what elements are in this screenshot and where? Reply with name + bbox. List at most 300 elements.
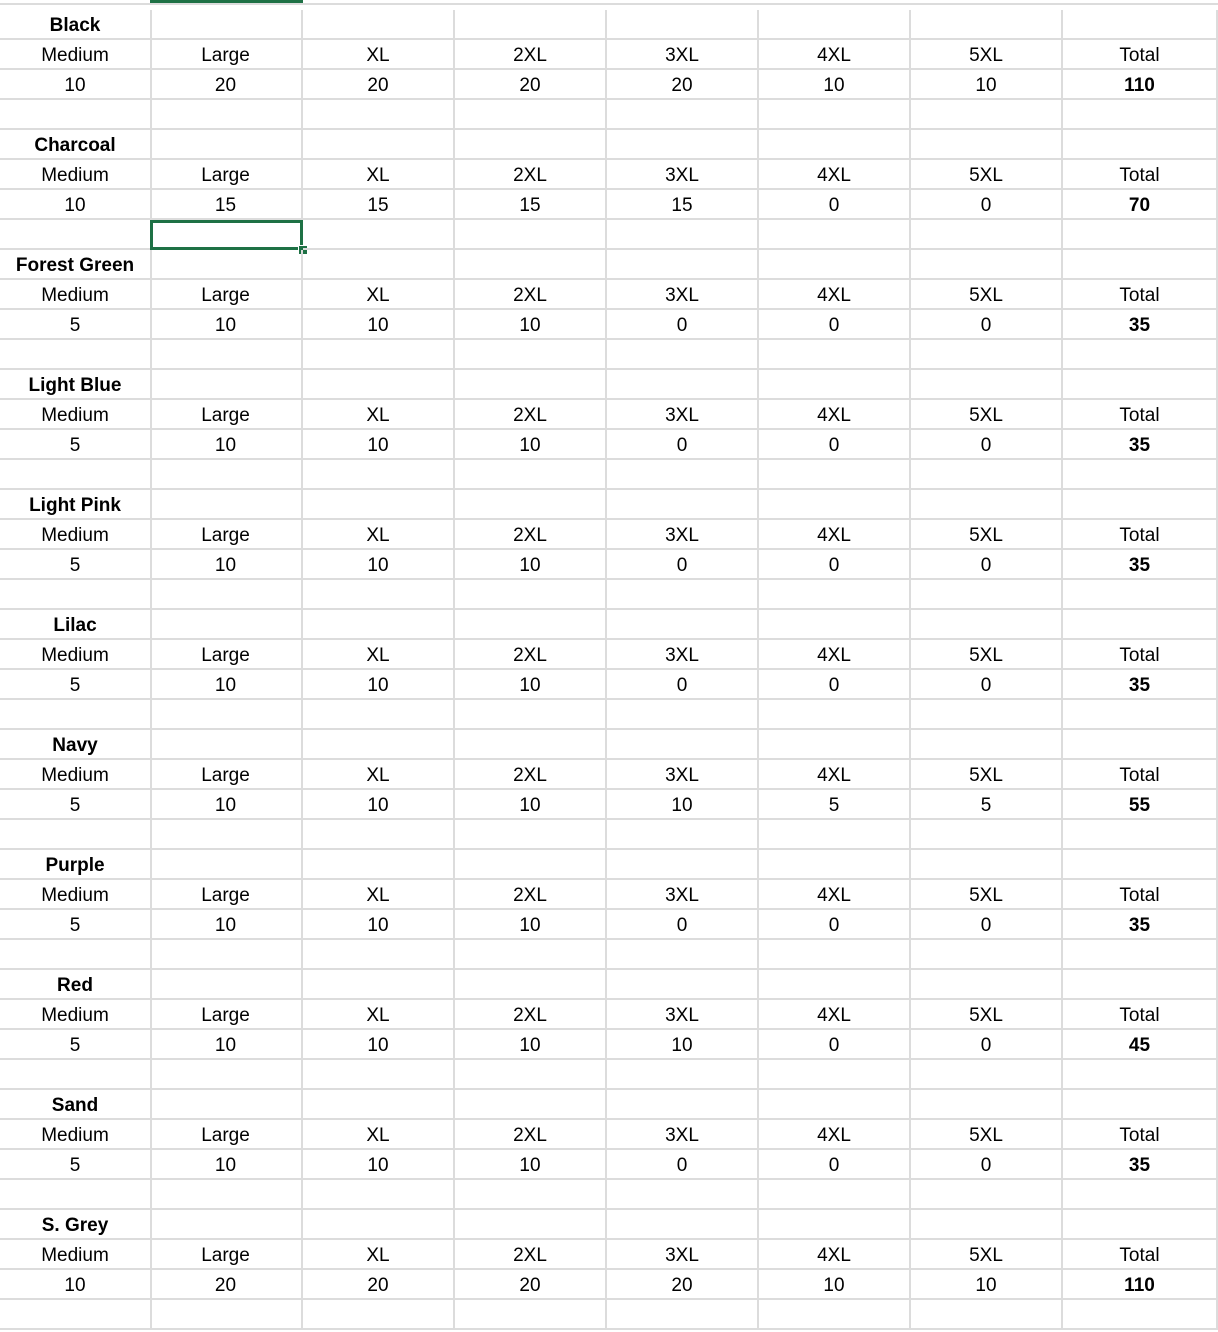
size-label-cell[interactable]: 5XL bbox=[911, 400, 1063, 430]
color-name-cell[interactable]: Black bbox=[0, 10, 152, 40]
size-label-cell[interactable]: 2XL bbox=[455, 520, 607, 550]
size-label-cell[interactable]: XL bbox=[303, 160, 455, 190]
empty-cell[interactable] bbox=[455, 340, 607, 370]
empty-cell[interactable] bbox=[607, 940, 759, 970]
size-label-cell[interactable]: 3XL bbox=[607, 1000, 759, 1030]
size-label-cell[interactable]: Medium bbox=[0, 160, 152, 190]
empty-cell[interactable] bbox=[303, 580, 455, 610]
size-label-cell[interactable]: Medium bbox=[0, 400, 152, 430]
total-label-cell[interactable]: Total bbox=[1063, 280, 1218, 310]
empty-cell[interactable] bbox=[911, 850, 1063, 880]
color-name-cell[interactable]: Lilac bbox=[0, 610, 152, 640]
size-label-cell[interactable]: XL bbox=[303, 40, 455, 70]
total-value-cell[interactable]: 35 bbox=[1063, 310, 1218, 340]
quantity-cell[interactable]: 5 bbox=[0, 910, 152, 940]
empty-cell[interactable] bbox=[1063, 1300, 1218, 1330]
empty-cell[interactable] bbox=[455, 460, 607, 490]
empty-cell[interactable] bbox=[455, 100, 607, 130]
size-label-cell[interactable]: 3XL bbox=[607, 760, 759, 790]
size-label-cell[interactable]: Large bbox=[150, 1000, 303, 1030]
empty-cell[interactable] bbox=[759, 610, 911, 640]
quantity-cell[interactable]: 10 bbox=[455, 550, 607, 580]
empty-cell[interactable] bbox=[607, 100, 759, 130]
quantity-cell[interactable]: 10 bbox=[911, 1270, 1063, 1300]
size-label-cell[interactable]: 5XL bbox=[911, 1000, 1063, 1030]
empty-cell[interactable] bbox=[0, 460, 152, 490]
empty-cell[interactable] bbox=[759, 220, 911, 250]
size-label-cell[interactable]: 4XL bbox=[759, 520, 911, 550]
empty-cell[interactable] bbox=[303, 1210, 455, 1240]
empty-cell[interactable] bbox=[455, 610, 607, 640]
empty-cell[interactable] bbox=[759, 1300, 911, 1330]
quantity-cell[interactable]: 10 bbox=[607, 790, 759, 820]
empty-cell[interactable] bbox=[455, 490, 607, 520]
empty-cell[interactable] bbox=[455, 1300, 607, 1330]
empty-cell[interactable] bbox=[911, 820, 1063, 850]
size-label-cell[interactable]: 2XL bbox=[455, 400, 607, 430]
quantity-cell[interactable]: 15 bbox=[455, 190, 607, 220]
total-value-cell[interactable]: 45 bbox=[1063, 1030, 1218, 1060]
color-name-cell[interactable]: Purple bbox=[0, 850, 152, 880]
size-label-cell[interactable]: Large bbox=[150, 1120, 303, 1150]
empty-cell[interactable] bbox=[911, 250, 1063, 280]
quantity-cell[interactable]: 15 bbox=[150, 190, 303, 220]
empty-cell[interactable] bbox=[759, 460, 911, 490]
size-label-cell[interactable]: Large bbox=[150, 40, 303, 70]
total-label-cell[interactable]: Total bbox=[1063, 40, 1218, 70]
size-label-cell[interactable]: Medium bbox=[0, 280, 152, 310]
empty-cell[interactable] bbox=[607, 340, 759, 370]
empty-cell[interactable] bbox=[303, 100, 455, 130]
empty-cell[interactable] bbox=[607, 10, 759, 40]
empty-cell[interactable] bbox=[150, 850, 303, 880]
size-label-cell[interactable]: 4XL bbox=[759, 1240, 911, 1270]
size-label-cell[interactable]: 3XL bbox=[607, 1120, 759, 1150]
quantity-cell[interactable]: 20 bbox=[607, 70, 759, 100]
size-label-cell[interactable]: XL bbox=[303, 760, 455, 790]
size-label-cell[interactable]: Medium bbox=[0, 640, 152, 670]
empty-cell[interactable] bbox=[911, 1060, 1063, 1090]
quantity-cell[interactable]: 20 bbox=[607, 1270, 759, 1300]
quantity-cell[interactable]: 5 bbox=[0, 430, 152, 460]
empty-cell[interactable] bbox=[1063, 820, 1218, 850]
empty-cell[interactable] bbox=[455, 1060, 607, 1090]
quantity-cell[interactable]: 10 bbox=[150, 1150, 303, 1180]
empty-cell[interactable] bbox=[455, 820, 607, 850]
empty-cell[interactable] bbox=[1063, 610, 1218, 640]
size-label-cell[interactable]: XL bbox=[303, 1120, 455, 1150]
empty-cell[interactable] bbox=[1063, 100, 1218, 130]
quantity-cell[interactable]: 0 bbox=[759, 910, 911, 940]
empty-cell[interactable] bbox=[911, 10, 1063, 40]
quantity-cell[interactable]: 15 bbox=[607, 190, 759, 220]
size-label-cell[interactable]: 2XL bbox=[455, 1120, 607, 1150]
size-label-cell[interactable]: Large bbox=[150, 400, 303, 430]
total-label-cell[interactable]: Total bbox=[1063, 160, 1218, 190]
total-label-cell[interactable]: Total bbox=[1063, 880, 1218, 910]
total-label-cell[interactable]: Total bbox=[1063, 400, 1218, 430]
empty-cell[interactable] bbox=[607, 580, 759, 610]
empty-cell[interactable] bbox=[303, 820, 455, 850]
empty-cell[interactable] bbox=[607, 730, 759, 760]
quantity-cell[interactable]: 0 bbox=[911, 310, 1063, 340]
empty-cell[interactable] bbox=[759, 970, 911, 1000]
empty-cell[interactable] bbox=[455, 850, 607, 880]
empty-cell[interactable] bbox=[759, 340, 911, 370]
empty-cell[interactable] bbox=[607, 610, 759, 640]
quantity-cell[interactable]: 20 bbox=[303, 70, 455, 100]
quantity-cell[interactable]: 10 bbox=[150, 430, 303, 460]
size-label-cell[interactable]: 4XL bbox=[759, 280, 911, 310]
size-label-cell[interactable]: 5XL bbox=[911, 520, 1063, 550]
empty-cell[interactable] bbox=[303, 340, 455, 370]
quantity-cell[interactable]: 10 bbox=[455, 310, 607, 340]
empty-cell[interactable] bbox=[0, 940, 152, 970]
size-label-cell[interactable]: Medium bbox=[0, 880, 152, 910]
empty-cell[interactable] bbox=[455, 700, 607, 730]
size-label-cell[interactable]: 5XL bbox=[911, 160, 1063, 190]
empty-cell[interactable] bbox=[303, 730, 455, 760]
size-label-cell[interactable]: 5XL bbox=[911, 40, 1063, 70]
empty-cell[interactable] bbox=[150, 490, 303, 520]
quantity-cell[interactable]: 0 bbox=[911, 1030, 1063, 1060]
total-label-cell[interactable]: Total bbox=[1063, 1120, 1218, 1150]
size-label-cell[interactable]: 2XL bbox=[455, 1240, 607, 1270]
empty-cell[interactable] bbox=[1063, 940, 1218, 970]
empty-cell[interactable] bbox=[150, 1060, 303, 1090]
size-label-cell[interactable]: 3XL bbox=[607, 400, 759, 430]
total-label-cell[interactable]: Total bbox=[1063, 760, 1218, 790]
empty-cell[interactable] bbox=[455, 1090, 607, 1120]
empty-cell[interactable] bbox=[759, 1180, 911, 1210]
empty-cell[interactable] bbox=[759, 1060, 911, 1090]
quantity-cell[interactable]: 10 bbox=[455, 1150, 607, 1180]
empty-cell[interactable] bbox=[1063, 580, 1218, 610]
size-label-cell[interactable]: Large bbox=[150, 880, 303, 910]
empty-cell[interactable] bbox=[607, 250, 759, 280]
size-label-cell[interactable]: 3XL bbox=[607, 280, 759, 310]
quantity-cell[interactable]: 10 bbox=[150, 670, 303, 700]
empty-cell[interactable] bbox=[150, 100, 303, 130]
empty-cell[interactable] bbox=[303, 1180, 455, 1210]
quantity-cell[interactable]: 5 bbox=[759, 790, 911, 820]
empty-cell[interactable] bbox=[607, 220, 759, 250]
size-label-cell[interactable]: 3XL bbox=[607, 40, 759, 70]
quantity-cell[interactable]: 20 bbox=[455, 1270, 607, 1300]
empty-cell[interactable] bbox=[607, 130, 759, 160]
empty-cell[interactable] bbox=[607, 1300, 759, 1330]
empty-cell[interactable] bbox=[759, 580, 911, 610]
quantity-cell[interactable]: 0 bbox=[759, 190, 911, 220]
empty-cell[interactable] bbox=[911, 1180, 1063, 1210]
empty-cell[interactable] bbox=[303, 940, 455, 970]
empty-cell[interactable] bbox=[911, 460, 1063, 490]
empty-cell[interactable] bbox=[150, 460, 303, 490]
total-value-cell[interactable]: 35 bbox=[1063, 550, 1218, 580]
empty-cell[interactable] bbox=[303, 850, 455, 880]
quantity-cell[interactable]: 0 bbox=[911, 910, 1063, 940]
empty-cell[interactable] bbox=[150, 580, 303, 610]
quantity-cell[interactable]: 10 bbox=[911, 70, 1063, 100]
empty-cell[interactable] bbox=[1063, 1090, 1218, 1120]
empty-cell[interactable] bbox=[607, 970, 759, 1000]
empty-cell[interactable] bbox=[150, 340, 303, 370]
size-label-cell[interactable]: 3XL bbox=[607, 1240, 759, 1270]
empty-cell[interactable] bbox=[911, 700, 1063, 730]
size-label-cell[interactable]: 4XL bbox=[759, 1000, 911, 1030]
empty-cell[interactable] bbox=[911, 490, 1063, 520]
empty-cell[interactable] bbox=[607, 1210, 759, 1240]
quantity-cell[interactable]: 10 bbox=[455, 910, 607, 940]
total-label-cell[interactable]: Total bbox=[1063, 640, 1218, 670]
empty-cell[interactable] bbox=[303, 220, 455, 250]
empty-cell[interactable] bbox=[1063, 730, 1218, 760]
size-label-cell[interactable]: 2XL bbox=[455, 40, 607, 70]
quantity-cell[interactable]: 10 bbox=[303, 1030, 455, 1060]
size-label-cell[interactable]: 4XL bbox=[759, 640, 911, 670]
size-label-cell[interactable]: XL bbox=[303, 640, 455, 670]
empty-cell[interactable] bbox=[150, 940, 303, 970]
empty-cell[interactable] bbox=[1063, 700, 1218, 730]
quantity-cell[interactable]: 0 bbox=[759, 310, 911, 340]
empty-cell[interactable] bbox=[455, 130, 607, 160]
empty-cell[interactable] bbox=[911, 1090, 1063, 1120]
empty-cell[interactable] bbox=[303, 10, 455, 40]
size-label-cell[interactable]: Large bbox=[150, 160, 303, 190]
quantity-cell[interactable]: 0 bbox=[759, 1150, 911, 1180]
empty-cell[interactable] bbox=[607, 1060, 759, 1090]
size-label-cell[interactable]: 4XL bbox=[759, 760, 911, 790]
size-label-cell[interactable]: XL bbox=[303, 880, 455, 910]
empty-cell[interactable] bbox=[303, 250, 455, 280]
quantity-cell[interactable]: 5 bbox=[0, 550, 152, 580]
size-label-cell[interactable]: XL bbox=[303, 1240, 455, 1270]
quantity-cell[interactable]: 15 bbox=[303, 190, 455, 220]
empty-cell[interactable] bbox=[0, 820, 152, 850]
size-label-cell[interactable]: 2XL bbox=[455, 760, 607, 790]
empty-cell[interactable] bbox=[303, 460, 455, 490]
size-label-cell[interactable]: 2XL bbox=[455, 880, 607, 910]
empty-cell[interactable] bbox=[759, 730, 911, 760]
total-value-cell[interactable]: 55 bbox=[1063, 790, 1218, 820]
size-label-cell[interactable]: Medium bbox=[0, 520, 152, 550]
color-name-cell[interactable]: Charcoal bbox=[0, 130, 152, 160]
quantity-cell[interactable]: 0 bbox=[759, 430, 911, 460]
empty-cell[interactable] bbox=[303, 700, 455, 730]
empty-cell[interactable] bbox=[911, 220, 1063, 250]
empty-cell[interactable] bbox=[607, 850, 759, 880]
empty-cell[interactable] bbox=[911, 130, 1063, 160]
empty-cell[interactable] bbox=[1063, 130, 1218, 160]
size-label-cell[interactable]: 5XL bbox=[911, 1240, 1063, 1270]
empty-cell[interactable] bbox=[0, 100, 152, 130]
empty-cell[interactable] bbox=[759, 1210, 911, 1240]
quantity-cell[interactable]: 0 bbox=[607, 670, 759, 700]
empty-cell[interactable] bbox=[1063, 1180, 1218, 1210]
empty-cell[interactable] bbox=[455, 580, 607, 610]
empty-cell[interactable] bbox=[759, 10, 911, 40]
empty-cell[interactable] bbox=[150, 730, 303, 760]
color-name-cell[interactable]: Red bbox=[0, 970, 152, 1000]
quantity-cell[interactable]: 10 bbox=[303, 1150, 455, 1180]
empty-cell[interactable] bbox=[1063, 490, 1218, 520]
quantity-cell[interactable]: 20 bbox=[455, 70, 607, 100]
empty-cell[interactable] bbox=[911, 610, 1063, 640]
empty-cell[interactable] bbox=[1063, 220, 1218, 250]
color-name-cell[interactable]: Light Pink bbox=[0, 490, 152, 520]
size-label-cell[interactable]: 3XL bbox=[607, 880, 759, 910]
size-label-cell[interactable]: 3XL bbox=[607, 160, 759, 190]
size-label-cell[interactable]: 5XL bbox=[911, 640, 1063, 670]
empty-cell[interactable] bbox=[150, 370, 303, 400]
quantity-cell[interactable]: 10 bbox=[303, 790, 455, 820]
quantity-cell[interactable]: 0 bbox=[759, 670, 911, 700]
empty-cell[interactable] bbox=[607, 1090, 759, 1120]
quantity-cell[interactable]: 0 bbox=[607, 430, 759, 460]
empty-cell[interactable] bbox=[303, 970, 455, 1000]
quantity-cell[interactable]: 0 bbox=[607, 550, 759, 580]
size-label-cell[interactable]: 4XL bbox=[759, 400, 911, 430]
empty-cell[interactable] bbox=[1063, 10, 1218, 40]
empty-cell[interactable] bbox=[911, 940, 1063, 970]
empty-cell[interactable] bbox=[0, 700, 152, 730]
empty-cell[interactable] bbox=[0, 220, 152, 250]
size-label-cell[interactable]: 2XL bbox=[455, 1000, 607, 1030]
total-value-cell[interactable]: 110 bbox=[1063, 1270, 1218, 1300]
empty-cell[interactable] bbox=[150, 250, 303, 280]
empty-cell[interactable] bbox=[455, 10, 607, 40]
empty-cell[interactable] bbox=[150, 1180, 303, 1210]
quantity-cell[interactable]: 10 bbox=[150, 910, 303, 940]
quantity-cell[interactable]: 10 bbox=[759, 70, 911, 100]
empty-cell[interactable] bbox=[1063, 370, 1218, 400]
empty-cell[interactable] bbox=[1063, 340, 1218, 370]
size-label-cell[interactable]: Medium bbox=[0, 40, 152, 70]
size-label-cell[interactable]: Medium bbox=[0, 1240, 152, 1270]
total-value-cell[interactable]: 35 bbox=[1063, 670, 1218, 700]
size-label-cell[interactable]: Medium bbox=[0, 1120, 152, 1150]
quantity-cell[interactable]: 0 bbox=[607, 1150, 759, 1180]
empty-cell[interactable] bbox=[150, 700, 303, 730]
size-label-cell[interactable]: 3XL bbox=[607, 520, 759, 550]
quantity-cell[interactable]: 10 bbox=[0, 70, 152, 100]
size-label-cell[interactable]: XL bbox=[303, 520, 455, 550]
empty-cell[interactable] bbox=[0, 1300, 152, 1330]
empty-cell[interactable] bbox=[607, 460, 759, 490]
size-label-cell[interactable]: Medium bbox=[0, 760, 152, 790]
empty-cell[interactable] bbox=[455, 1180, 607, 1210]
color-name-cell[interactable]: Navy bbox=[0, 730, 152, 760]
color-name-cell[interactable]: Forest Green bbox=[0, 250, 152, 280]
empty-cell[interactable] bbox=[607, 700, 759, 730]
empty-cell[interactable] bbox=[303, 130, 455, 160]
size-label-cell[interactable]: 2XL bbox=[455, 160, 607, 190]
empty-cell[interactable] bbox=[455, 250, 607, 280]
empty-cell[interactable] bbox=[303, 1060, 455, 1090]
empty-cell[interactable] bbox=[911, 1210, 1063, 1240]
quantity-cell[interactable]: 5 bbox=[0, 790, 152, 820]
empty-cell[interactable] bbox=[455, 970, 607, 1000]
size-label-cell[interactable]: Large bbox=[150, 760, 303, 790]
empty-cell[interactable] bbox=[759, 820, 911, 850]
quantity-cell[interactable]: 0 bbox=[911, 670, 1063, 700]
empty-cell[interactable] bbox=[150, 820, 303, 850]
quantity-cell[interactable]: 0 bbox=[607, 910, 759, 940]
quantity-cell[interactable]: 0 bbox=[911, 550, 1063, 580]
quantity-cell[interactable]: 10 bbox=[303, 670, 455, 700]
quantity-cell[interactable]: 5 bbox=[0, 670, 152, 700]
quantity-cell[interactable]: 5 bbox=[0, 1030, 152, 1060]
empty-cell[interactable] bbox=[759, 250, 911, 280]
quantity-cell[interactable]: 10 bbox=[150, 310, 303, 340]
quantity-cell[interactable]: 5 bbox=[911, 790, 1063, 820]
empty-cell[interactable] bbox=[759, 130, 911, 160]
quantity-cell[interactable]: 10 bbox=[455, 790, 607, 820]
quantity-cell[interactable]: 20 bbox=[303, 1270, 455, 1300]
empty-cell[interactable] bbox=[759, 700, 911, 730]
empty-cell[interactable] bbox=[911, 340, 1063, 370]
total-value-cell[interactable]: 35 bbox=[1063, 430, 1218, 460]
quantity-cell[interactable]: 10 bbox=[455, 670, 607, 700]
color-name-cell[interactable]: S. Grey bbox=[0, 1210, 152, 1240]
quantity-cell[interactable]: 10 bbox=[0, 1270, 152, 1300]
size-label-cell[interactable]: XL bbox=[303, 400, 455, 430]
empty-cell[interactable] bbox=[0, 1180, 152, 1210]
size-label-cell[interactable]: 3XL bbox=[607, 640, 759, 670]
empty-cell[interactable] bbox=[150, 610, 303, 640]
color-name-cell[interactable]: Light Blue bbox=[0, 370, 152, 400]
quantity-cell[interactable]: 10 bbox=[455, 430, 607, 460]
size-label-cell[interactable]: 4XL bbox=[759, 1120, 911, 1150]
empty-cell[interactable] bbox=[759, 490, 911, 520]
empty-cell[interactable] bbox=[150, 1210, 303, 1240]
empty-cell[interactable] bbox=[1063, 1210, 1218, 1240]
size-label-cell[interactable]: 5XL bbox=[911, 1120, 1063, 1150]
empty-cell[interactable] bbox=[1063, 970, 1218, 1000]
empty-cell[interactable] bbox=[759, 100, 911, 130]
size-label-cell[interactable]: Large bbox=[150, 280, 303, 310]
total-label-cell[interactable]: Total bbox=[1063, 1000, 1218, 1030]
size-label-cell[interactable]: 5XL bbox=[911, 280, 1063, 310]
empty-cell[interactable] bbox=[607, 370, 759, 400]
empty-cell[interactable] bbox=[455, 1210, 607, 1240]
size-label-cell[interactable]: Large bbox=[150, 1240, 303, 1270]
quantity-cell[interactable]: 10 bbox=[303, 550, 455, 580]
empty-cell[interactable] bbox=[759, 940, 911, 970]
size-label-cell[interactable]: 5XL bbox=[911, 880, 1063, 910]
size-label-cell[interactable]: 4XL bbox=[759, 160, 911, 190]
empty-cell[interactable] bbox=[150, 10, 303, 40]
empty-cell[interactable] bbox=[455, 730, 607, 760]
size-label-cell[interactable]: Large bbox=[150, 640, 303, 670]
empty-cell[interactable] bbox=[607, 820, 759, 850]
empty-cell[interactable] bbox=[455, 940, 607, 970]
selected-cell[interactable] bbox=[150, 220, 303, 250]
empty-cell[interactable] bbox=[911, 970, 1063, 1000]
total-label-cell[interactable]: Total bbox=[1063, 1240, 1218, 1270]
quantity-cell[interactable]: 5 bbox=[0, 310, 152, 340]
quantity-cell[interactable]: 0 bbox=[759, 550, 911, 580]
quantity-cell[interactable]: 5 bbox=[0, 1150, 152, 1180]
size-label-cell[interactable]: 2XL bbox=[455, 280, 607, 310]
empty-cell[interactable] bbox=[911, 580, 1063, 610]
empty-cell[interactable] bbox=[150, 1300, 303, 1330]
empty-cell[interactable] bbox=[911, 1300, 1063, 1330]
empty-cell[interactable] bbox=[0, 1060, 152, 1090]
total-value-cell[interactable]: 110 bbox=[1063, 70, 1218, 100]
quantity-cell[interactable]: 20 bbox=[150, 70, 303, 100]
quantity-cell[interactable]: 10 bbox=[0, 190, 152, 220]
